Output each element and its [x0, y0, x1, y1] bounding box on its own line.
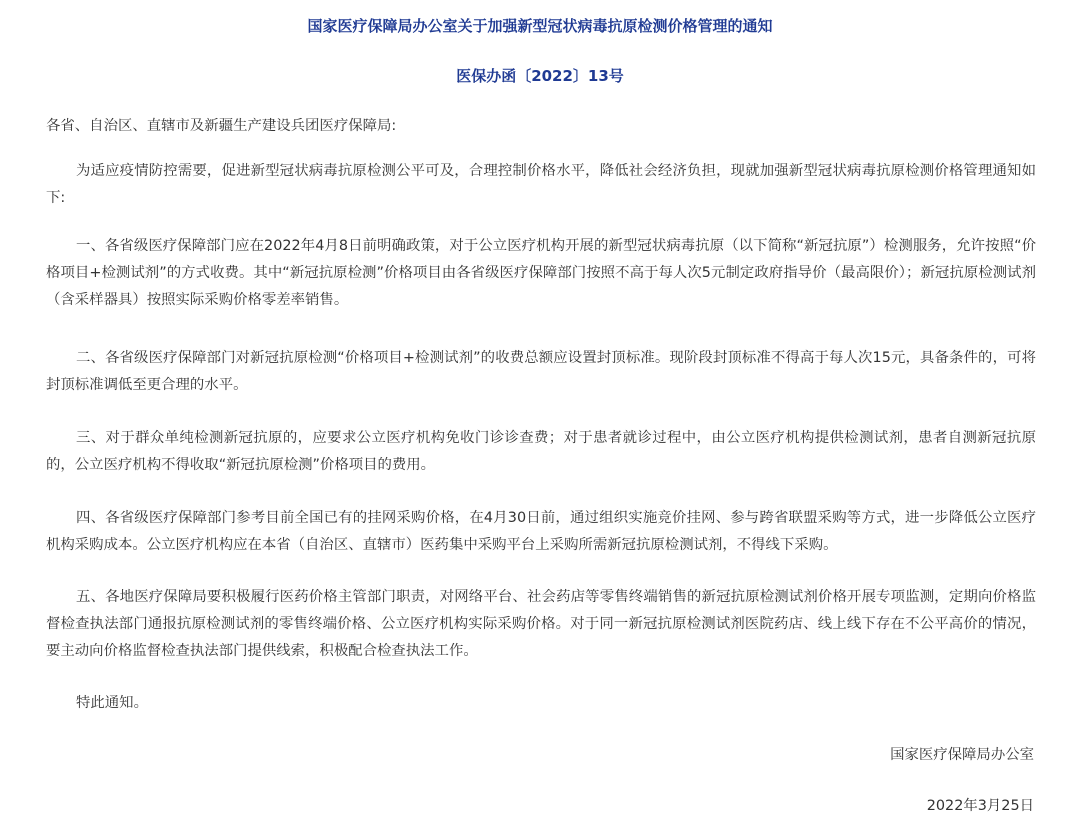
item-paragraph-4: 四、各省级医疗保障部门参考目前全国已有的挂网采购价格，在4月30日前，通过组织实施竞价挂网、参与跨省联盟采购等方式，进一步降低公立医疗机构采购成本。公立医疗机构应在本省（自治区、直辖市）医药集中采购平台上采购所需新冠抗原检测试剂，不得线下采购。	[46, 510, 1036, 553]
item-paragraph-1: 一、各省级医疗保障部门应在2022年4月8日前明确政策，对于公立医疗机构开展的新型冠状病毒抗原（以下简称“新冠抗原”）检测服务，允许按照“价格项目+检测试剂”的方式收费。其中“新冠抗原检测”价格项目由各省级医疗保障部门按照不高于每人次5元制定政府指导价（最高限价）；新冠抗原检测试剂（含采样器具）按照实际采购价格零差率销售。	[46, 238, 1036, 308]
signature-date: 2022年3月25日	[926, 798, 1034, 814]
closing-line: 特此通知。	[76, 695, 148, 711]
item-paragraph-3: 三、对于群众单纯检测新冠抗原的，应要求公立医疗机构免收门诊诊查费；对于患者就诊过程中，由公立医疗机构提供检测试剂，患者自测新冠抗原的，公立医疗机构不得收取“新冠抗原检测”价格项目的费用。	[46, 430, 1036, 473]
item-paragraph-2: 二、各省级医疗保障部门对新冠抗原检测“价格项目+检测试剂”的收费总额应设置封顶标准。现阶段封顶标准不得高于每人次15元，具备条件的，可将封顶标准调低至更合理的水平。	[46, 350, 1036, 393]
salutation: 各省、自治区、直辖市及新疆生产建设兵团医疗保障局:	[46, 118, 397, 134]
item-paragraph-5: 五、各地医疗保障局要积极履行医药价格主管部门职责，对网络平台、社会药店等零售终端销售的新冠抗原检测试剂价格开展专项监测，定期向价格监督检查执法部门通报抗原检测试剂的零售终端价格、公立医疗机构实际采购价格。对于同一新冠抗原检测试剂医院药店、线上线下存在不公平高价的情况，要主动向价格监督检查执法部门提供线索，积极配合检查执法工作。	[46, 589, 1036, 659]
signature-organization: 国家医疗保障局办公室	[890, 747, 1034, 763]
intro-paragraph: 为适应疫情防控需要，促进新型冠状病毒抗原检测公平可及，合理控制价格水平，降低社会经济负担，现就加强新型冠状病毒抗原检测价格管理通知如下:	[46, 163, 1036, 206]
document-title: 国家医疗保障局办公室关于加强新型冠状病毒抗原检测价格管理的通知	[307, 17, 773, 35]
document-number: 医保办函〔2022〕13号	[456, 67, 624, 85]
